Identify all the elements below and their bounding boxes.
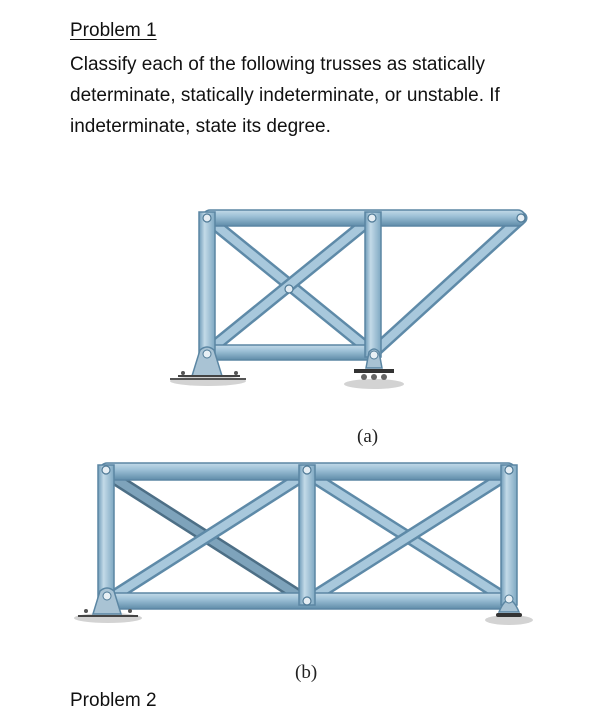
problem-statement: Classify each of the following trusses as statically determinate, statically indeterminate, or unstable. If indeterminate, state its degree.	[70, 54, 500, 137]
truss-a-middle-post	[365, 212, 381, 357]
truss-a-ground-right	[344, 379, 404, 389]
truss-a-left-post	[199, 212, 215, 362]
problem-title: Problem 1	[70, 20, 157, 41]
next-problem-heading: Problem 2	[70, 690, 157, 711]
truss-a-top-chord	[203, 210, 525, 226]
figure-a-label: (a)	[357, 426, 379, 447]
truss-b-middle-post	[299, 465, 315, 605]
truss-a-bottom-chord	[205, 345, 377, 360]
truss-a-ground-left	[170, 376, 246, 386]
truss-b-right-post	[501, 465, 517, 605]
truss-a	[170, 210, 525, 389]
truss-b-left-post	[98, 465, 114, 605]
figure-b-label: (b)	[295, 662, 318, 683]
truss-b	[74, 463, 533, 625]
